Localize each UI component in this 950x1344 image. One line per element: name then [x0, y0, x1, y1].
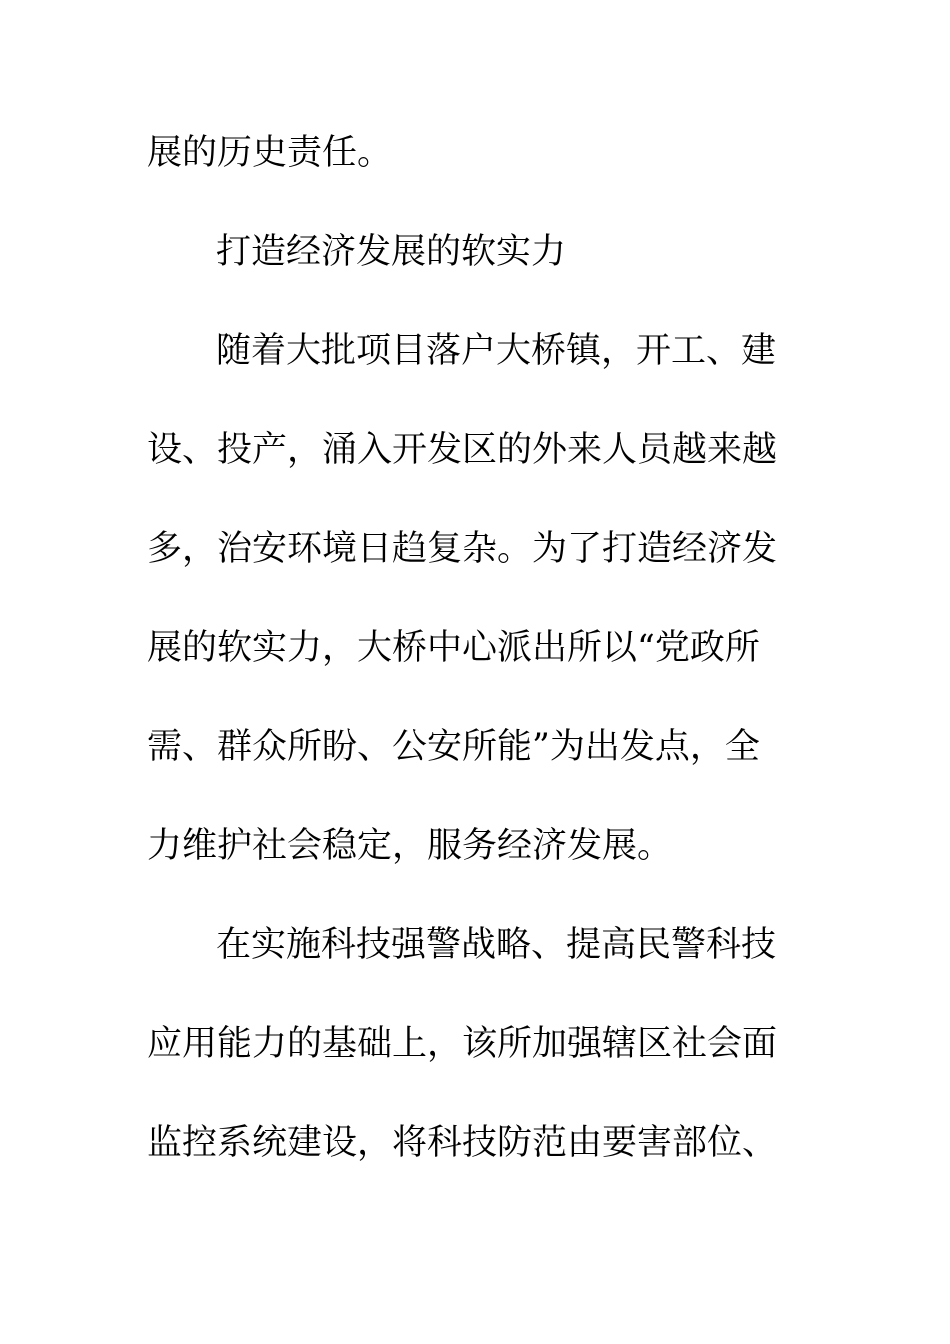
section-heading: 打造经济发展的软实力	[216, 232, 567, 272]
text-line-6: 展的软实力，大桥中心派出所以“党政所	[147, 628, 760, 668]
text-line-5: 多，治安环境日趋复杂。为了打造经济发	[147, 529, 778, 569]
text-line-8: 力维护社会稳定，服务经济发展。	[147, 826, 673, 866]
text-line-1: 展的历史责任。	[147, 133, 393, 173]
text-line-9: 在实施科技强警战略、提高民警科技	[216, 925, 777, 965]
text-line-11: 监控系统建设，将科技防范由要害部位、	[147, 1123, 778, 1163]
text-line-10: 应用能力的基础上，该所加强辖区社会面	[147, 1024, 778, 1064]
text-line-7: 需、群众所盼、公安所能”为出发点，全	[147, 727, 760, 767]
text-line-4: 设、投产，涌入开发区的外来人员越来越	[147, 430, 778, 470]
text-line-3: 随着大批项目落户大桥镇，开工、建	[216, 331, 777, 371]
